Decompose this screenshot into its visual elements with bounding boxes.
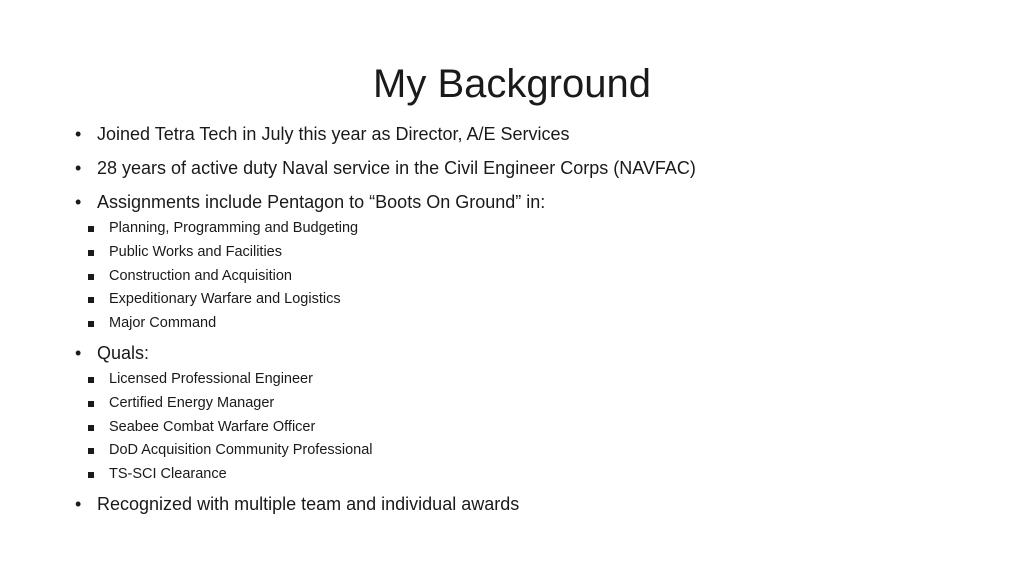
bullet-dot-icon: •: [75, 493, 82, 514]
sub-bullet-text: Construction and Acquisition: [109, 267, 292, 284]
sub-bullet-item: [70, 416, 970, 440]
square-bullet-icon: [88, 250, 94, 256]
bullet-item: [70, 489, 970, 519]
bullet-item: [70, 119, 970, 149]
sub-bullet-text: TS-SCI Clearance: [109, 466, 227, 483]
sub-bullet-text: DoD Acquisition Community Professional: [109, 442, 373, 459]
square-bullet-icon: [88, 425, 94, 431]
bullet-item: [70, 338, 970, 368]
sub-bullet-item: [70, 392, 970, 416]
square-bullet-icon: [88, 226, 94, 232]
sub-bullet-text: Certified Energy Manager: [109, 394, 275, 411]
square-bullet-icon: [88, 401, 94, 407]
sub-bullet-text: Expeditionary Warfare and Logistics: [109, 291, 341, 308]
bullet-dot-icon: •: [75, 342, 82, 363]
sub-bullet-text: Seabee Combat Warfare Officer: [109, 418, 316, 435]
square-bullet-icon: [88, 472, 94, 478]
square-bullet-icon: [88, 274, 94, 280]
sub-bullet-item: [70, 217, 970, 241]
slide-title: My Background: [373, 62, 651, 106]
bullet-dot-icon: •: [75, 192, 82, 212]
square-bullet-icon: [88, 377, 94, 383]
sub-bullet-item: [70, 265, 970, 289]
sub-bullet-item: [70, 288, 970, 312]
sub-bullet-item: [70, 439, 970, 463]
bullet-list: [70, 119, 970, 523]
bullet-text: Recognized with multiple team and individual awards: [97, 493, 520, 514]
sub-list-container: [70, 368, 970, 487]
bullet-item: [70, 153, 970, 183]
bullet-text: Quals:: [97, 342, 150, 363]
sub-bullet-text: Major Command: [109, 315, 217, 332]
bullet-dot-icon: •: [75, 124, 82, 144]
bullet-text: Joined Tetra Tech in July this year as Director, A/E Services: [97, 124, 570, 144]
sub-bullet-item: [70, 312, 970, 336]
quals-list: [70, 368, 970, 487]
square-bullet-icon: [88, 448, 94, 454]
sub-bullet-text: Public Works and Facilities: [109, 243, 282, 260]
assignments-list: [70, 217, 970, 336]
sub-list-container: [70, 217, 970, 336]
sub-bullet-text: Planning, Programming and Budgeting: [109, 220, 359, 236]
sub-bullet-item: [70, 463, 970, 487]
sub-bullet-item: [70, 241, 970, 265]
bullet-dot-icon: •: [75, 158, 82, 178]
bullet-text: 28 years of active duty Naval service in the Civil Engineer Corps (NAVFAC): [97, 158, 696, 178]
square-bullet-icon: [88, 321, 94, 327]
square-bullet-icon: [88, 297, 94, 303]
sub-bullet-item: [70, 368, 970, 392]
bullet-text: Assignments include Pentagon to “Boots On Ground” in:: [97, 192, 546, 212]
bullet-item: [70, 187, 970, 217]
sub-bullet-text: Licensed Professional Engineer: [109, 370, 313, 387]
